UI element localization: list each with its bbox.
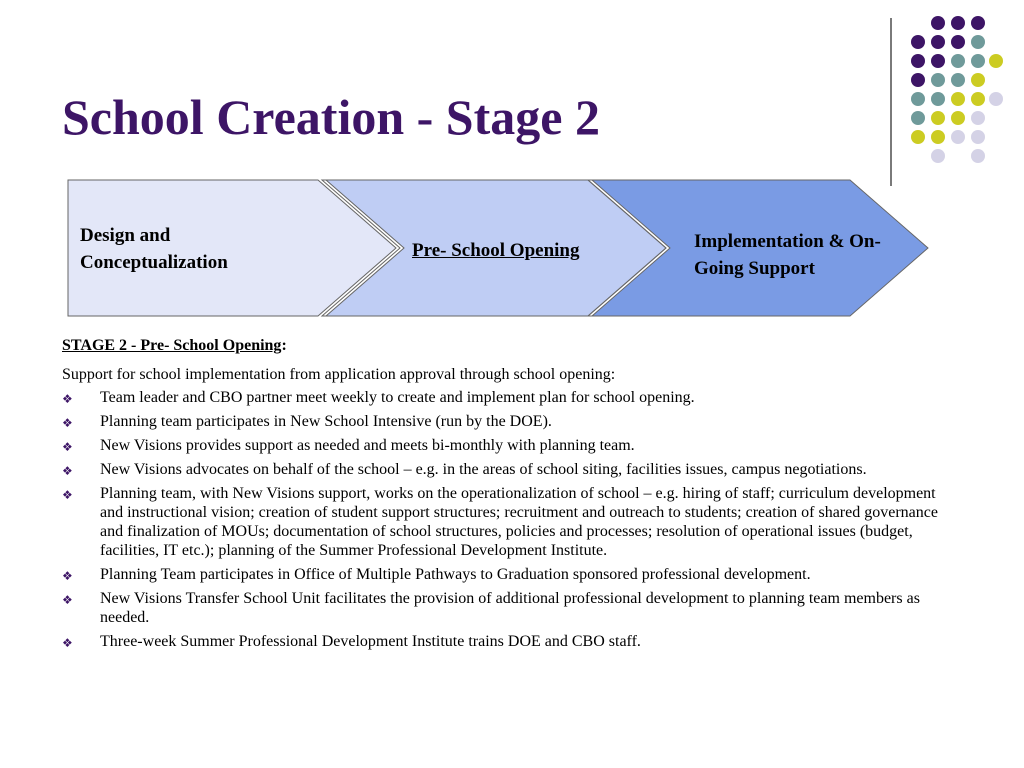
- bullet-text: Planning team participates in New School Intensive (run by the DOE).: [100, 413, 552, 430]
- diamond-bullet-icon: ❖: [62, 636, 73, 650]
- slide-body: [62, 336, 962, 656]
- stage-heading-colon: :: [281, 337, 287, 354]
- diamond-bullet-icon: ❖: [62, 440, 73, 454]
- bullet-item: [62, 460, 962, 479]
- stage-3-label: Implementation & On-Going Support: [694, 231, 881, 279]
- bullet-item: [62, 632, 962, 651]
- bullet-item: [62, 412, 962, 431]
- bullet-list: [62, 388, 962, 651]
- bullet-item: [62, 484, 962, 560]
- stage-1-label: Design and Conceptualization: [80, 225, 228, 273]
- bullet-text: Team leader and CBO partner meet weekly to create and implement plan for school opening.: [100, 389, 695, 406]
- diamond-bullet-icon: ❖: [62, 488, 73, 502]
- diamond-bullet-icon: ❖: [62, 392, 73, 406]
- stage-heading: [62, 336, 962, 355]
- intro-text: Support for school implementation from application approval through school opening:: [62, 366, 616, 383]
- diamond-bullet-icon: ❖: [62, 416, 73, 430]
- bullet-text: New Visions advocates on behalf of the school – e.g. in the areas of school siting, facilities issues, campus negotiations.: [100, 461, 867, 478]
- stage-2-label[interactable]: Pre- School Opening: [412, 240, 580, 261]
- bullet-item: [62, 436, 962, 455]
- bullet-text: Three-week Summer Professional Development Institute trains DOE and CBO staff.: [100, 633, 641, 650]
- bullet-text: Planning Team participates in Office of Multiple Pathways to Graduation sponsored professional development.: [100, 566, 811, 583]
- slide-title: School Creation - Stage 2: [62, 89, 600, 145]
- bullet-text: New Visions provides support as needed and meets bi-monthly with planning team.: [100, 437, 635, 454]
- bullet-item: [62, 388, 962, 407]
- bullet-item: [62, 589, 962, 627]
- diamond-bullet-icon: ❖: [62, 569, 73, 583]
- diamond-bullet-icon: ❖: [62, 464, 73, 478]
- bullet-text: Planning team, with New Visions support, works on the operationalization of school – e.g. hiring of staff; curriculum development and instructional vision; creation of student support structures; recruitment and outreach to students; creation of shared governance and finalization of MOUs; documentation of school structures, policies and processes; resolution of operational issues (budget, facilities, IT etc.); planning of the Summer Professional Development Institute.: [100, 485, 938, 559]
- bullet-text: New Visions Transfer School Unit facilitates the provision of additional professional development to planning team members as needed.: [100, 590, 920, 626]
- diamond-bullet-icon: ❖: [62, 593, 73, 607]
- bullet-item: [62, 565, 962, 584]
- stage-heading-title: STAGE 2 - Pre- School Opening: [62, 337, 282, 354]
